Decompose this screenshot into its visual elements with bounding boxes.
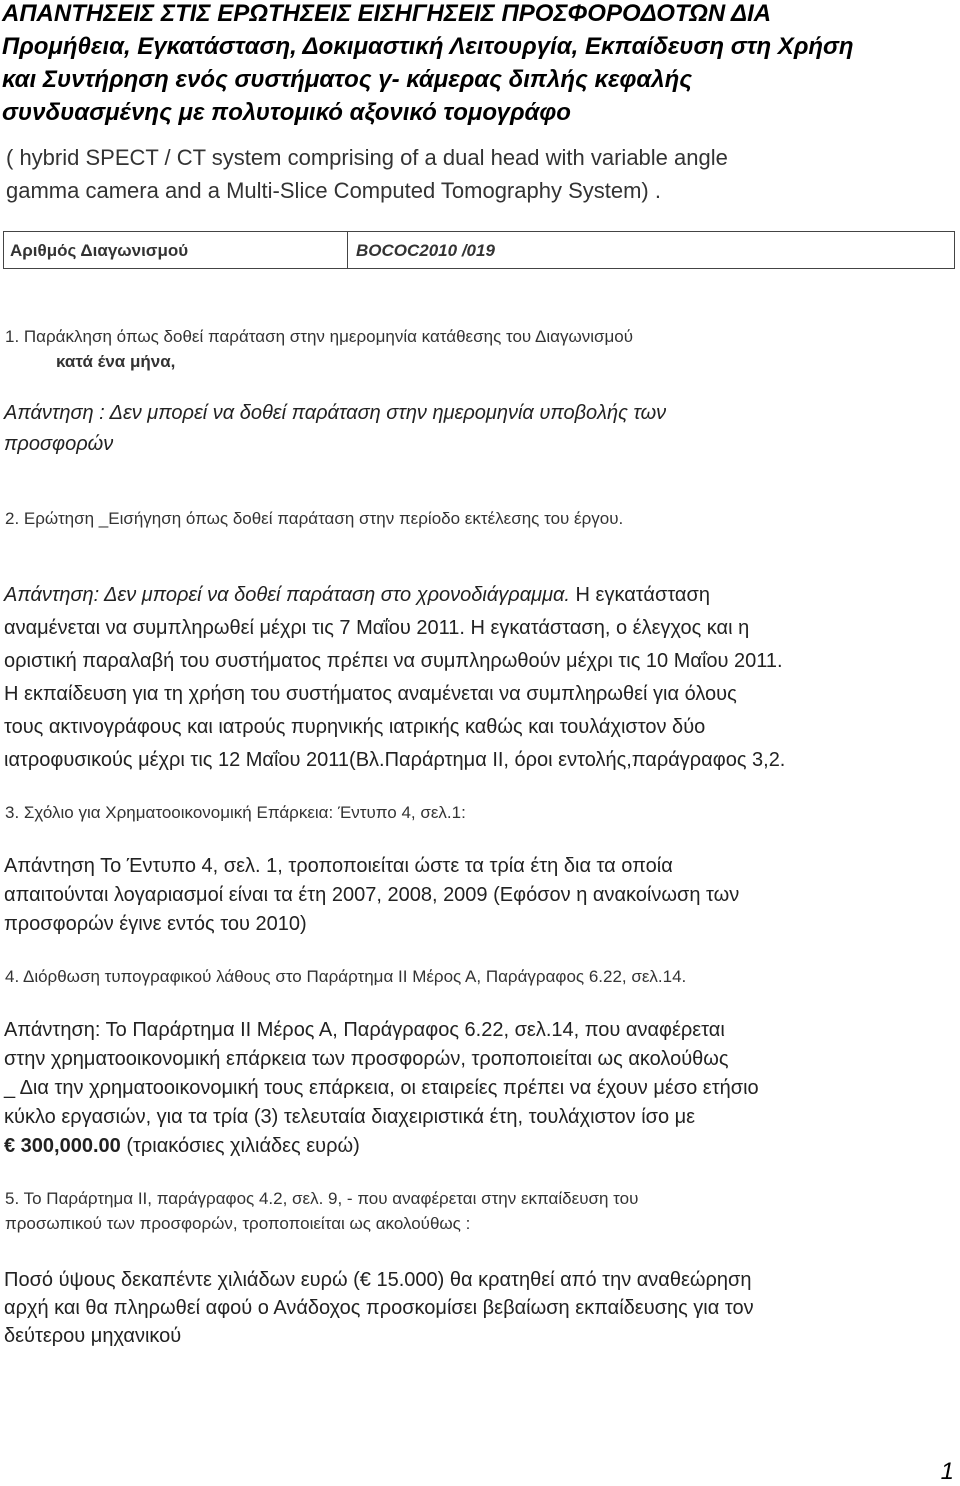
- answer-3-line-2: απαιτούνται λογαριασμοί είναι τα έτη 2007, 2008, 2009 (Εφόσον η ανακοίνωση των: [4, 884, 740, 906]
- document-title-line-1: ΑΠΑΝΤΗΣΕΙΣ ΣΤΙΣ ΕΡΩΤΗΣΕΙΣ ΕΙΣΗΓΗΣΕΙΣ ΠΡΟΣΦΟΡΟΔΟΤΩΝ ΔΙΑ: [2, 0, 772, 27]
- question-5-line-2: προσωπικού των προσφορών, τροποποιείται ως ακολούθως :: [5, 1214, 471, 1233]
- answer-2-line-1: [4, 584, 710, 607]
- answer-4-line-3: _ Δια την χρηματοοικονομική τους επάρκεια, οι εταιρείες πρέπει να έχουν μέσο ετήσιο: [4, 1077, 759, 1099]
- amount-value: € 300,000.00: [4, 1135, 121, 1157]
- question-3: 3. Σχόλιο για Χρηματοοικονομική Επάρκεια: Έντυπο 4, σελ.1:: [5, 803, 466, 822]
- tender-number-table: [3, 231, 955, 269]
- document-title-line-3: και Συντήρηση ενός συστήματος γ- κάμερας διπλής κεφαλής: [2, 66, 693, 93]
- subtitle-line-2: gamma camera and a Multi-Slice Computed Tomography System) .: [6, 178, 661, 203]
- answer-4-line-5: [4, 1135, 360, 1158]
- tender-label: Αριθμός Διαγωνισμού: [4, 232, 348, 268]
- answer-5-line-1: Ποσό ύψους δεκαπέντε χιλιάδων ευρώ (€ 15.000) θα κρατηθεί από την αναθεώρηση: [4, 1269, 752, 1291]
- question-4: 4. Διόρθωση τυπογραφικού λάθους στο Παράρτημα ΙΙ Μέρος Α, Παράγραφος 6.22, σελ.14.: [5, 967, 687, 986]
- question-5-line-1: 5. Το Παράρτημα ΙΙ, παράγραφος 4.2, σελ. 9, - που αναφέρεται στην εκπαίδευση του: [5, 1189, 639, 1208]
- answer-4-line-2: στην χρηματοοικονομική επάρκεια των προσφορών, τροποποιείται ως ακολούθως: [4, 1048, 729, 1070]
- answer-4-line-4: κύκλο εργασιών, για τα τρία (3) τελευταία διαχειριστικά έτη, τουλάχιστον ίσο με: [4, 1106, 696, 1128]
- page-number: 1: [940, 1458, 954, 1485]
- answer-3-line-3: προσφορών έγινε εντός του 2010): [4, 913, 307, 935]
- question-1-line-1: 1. Παράκληση όπως δοθεί παράταση στην ημερομηνία κατάθεσης του Διαγωνισμού: [5, 327, 634, 346]
- answer-1-line-1: Απάντηση : Δεν μπορεί να δοθεί παράταση στην ημερομηνία υποβολής των: [4, 402, 667, 424]
- document-title-line-4: συνδυασμένης με πολυτομικό αξονικό τομογράφο: [2, 99, 571, 126]
- answer-2-line-1-rest: Η εγκατάσταση: [570, 584, 710, 606]
- answer-2-line-3: οριστική παραλαβή του συστήματος πρέπει να συμπληρωθούν μέχρι τις 10 Μαΐου 2011.: [4, 650, 783, 672]
- question-1-line-2: κατά ένα μήνα,: [56, 352, 176, 371]
- subtitle-line-1: ( hybrid SPECT / CT system comprising of a dual head with variable angle: [6, 145, 728, 170]
- answer-3-line-1: Απάντηση Το Έντυπο 4, σελ. 1, τροποποιείται ώστε τα τρία έτη δια τα οποία: [4, 855, 673, 877]
- tender-number: ΒΟCOC2010 /019: [356, 241, 495, 260]
- answer-2-line-1-italic: Απάντηση: Δεν μπορεί να δοθεί παράταση στο χρονοδιάγραμμα.: [4, 584, 570, 606]
- answer-4-line-1: Απάντηση: Το Παράρτημα ΙΙ Μέρος Α, Παράγραφος 6.22, σελ.14, που αναφέρεται: [4, 1019, 725, 1041]
- answer-5-line-3: δεύτερου μηχανικού: [4, 1325, 182, 1347]
- answer-2-line-6: ιατροφυσικούς μέχρι τις 12 Μαΐου 2011(Βλ.Παράρτημα ΙΙ, όροι εντολής,παράγραφος 3,2.: [4, 749, 786, 771]
- answer-2-line-2: αναμένεται να συμπληρωθεί μέχρι τις 7 Μαΐου 2011. Η εγκατάσταση, ο έλεγχος και η: [4, 617, 750, 639]
- answer-1-line-2: προσφορών: [4, 433, 114, 455]
- answer-5-line-2: αρχή και θα πληρωθεί αφού ο Ανάδοχος προσκομίσει βεβαίωση εκπαίδευσης για τον: [4, 1297, 754, 1319]
- answer-2-line-4: Η εκπαίδευση για τη χρήση του συστήματος αναμένεται να συμπληρωθεί για όλους: [4, 683, 737, 705]
- document-title-line-2: Προμήθεια, Εγκατάσταση, Δοκιμαστική Λειτουργία, Εκπαίδευση στη Χρήση: [2, 33, 854, 60]
- answer-2-line-5: τους ακτινογράφους και ιατρούς πυρηνικής ιατρικής καθώς και τουλάχιστον δύο: [4, 716, 706, 738]
- amount-words: (τριακόσιες χιλιάδες ευρώ): [120, 1135, 360, 1157]
- question-2: 2. Ερώτηση _Εισήγηση όπως δοθεί παράταση στην περίοδο εκτέλεσης του έργου.: [5, 509, 624, 528]
